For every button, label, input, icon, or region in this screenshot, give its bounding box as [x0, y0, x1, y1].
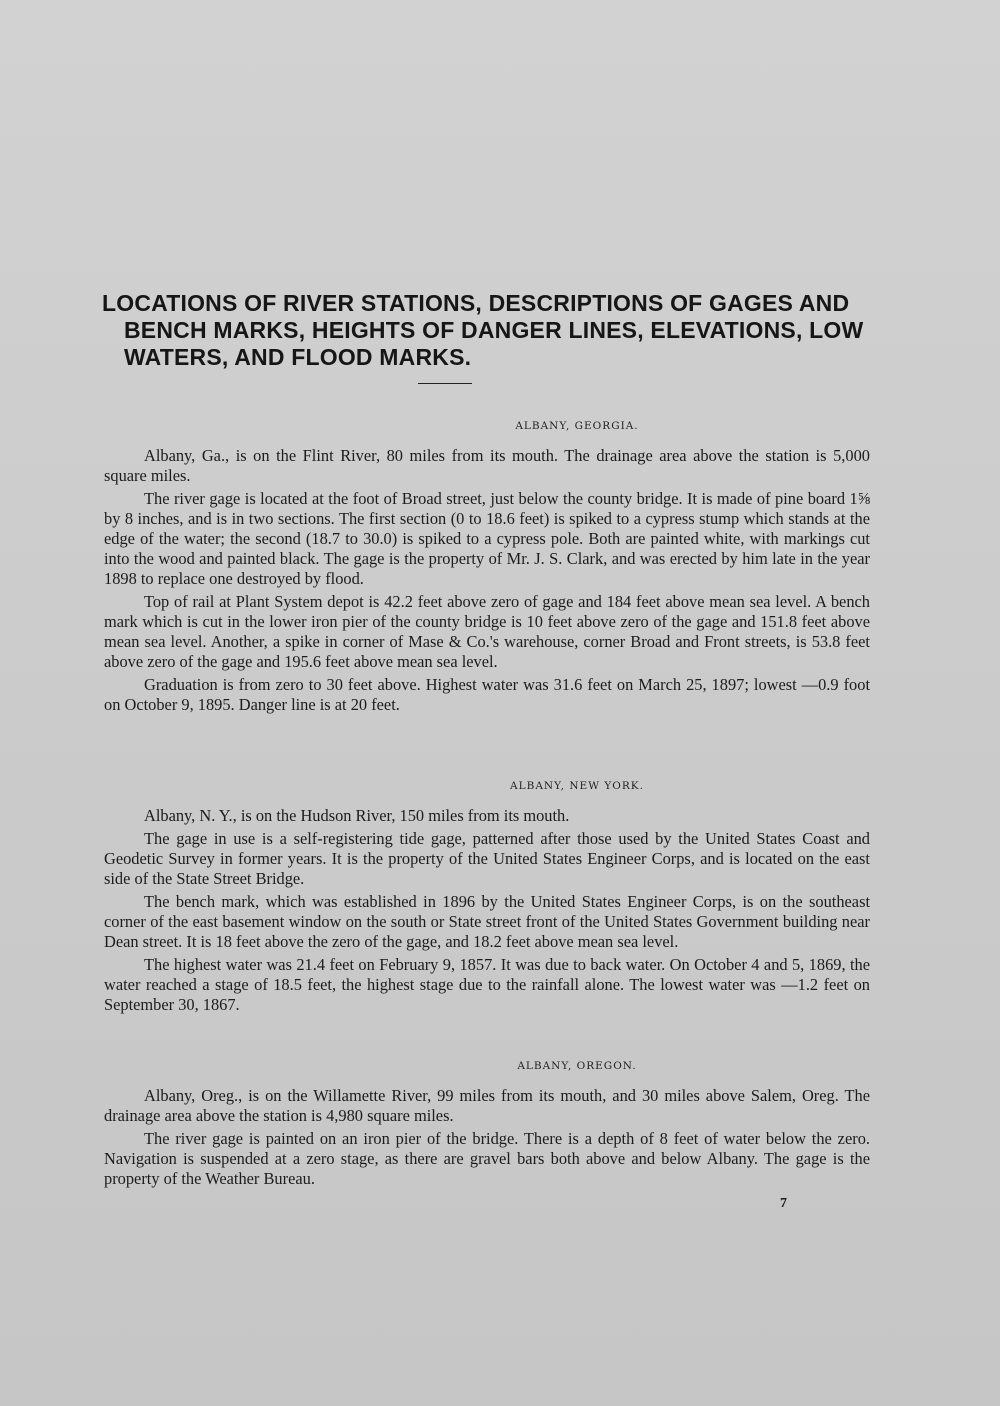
- page-title: LOCATIONS OF RIVER STATIONS, DESCRIPTIONS OF GAGES AND BENCH MARKS, HEIGHTS OF DANGER LINES, ELEVATIONS, LOW WATERS, AND FLOOD MARKS.: [102, 290, 864, 370]
- paragraph: The bench mark, which was established in 1896 by the United States Engineer Corps, is on the southeast corner of the east basement window on the south or State street front of the United States Government building near Dean street. It is 18 feet above the zero of the gage, and 18.2 feet above mean sea level.: [104, 892, 870, 951]
- title-divider: [418, 383, 472, 384]
- section-albany-new-york: [104, 780, 870, 1018]
- paragraph: Graduation is from zero to 30 feet above. Highest water was 31.6 feet on March 25, 1897; lowest —0.9 foot on October 9, 1895. Danger line is at 20 feet.: [104, 675, 870, 714]
- paragraph: Albany, N. Y., is on the Hudson River, 150 miles from its mouth.: [144, 806, 570, 825]
- page-number: 7: [780, 1196, 787, 1211]
- paragraph: The highest water was 21.4 feet on February 9, 1857. It was due to back water. On October 4 and 5, 1869, the water reached a stage of 18.5 feet, the highest stage due to the rainfall alone. The lowest water was —1.2 feet on September 30, 1867.: [104, 955, 870, 1014]
- paragraph: Albany, Oreg., is on the Willamette River, 99 miles from its mouth, and 30 miles above Salem, Oreg. The drainage area above the station is 4,980 square miles.: [104, 1086, 870, 1125]
- section-heading: ALBANY, GEORGIA.: [515, 420, 639, 432]
- section-heading: ALBANY, NEW YORK.: [510, 780, 644, 792]
- paragraph: The river gage is painted on an iron pier of the bridge. There is a depth of 8 feet of water below the zero. Navigation is suspended at a zero stage, as there are gravel bars both above and below Albany. The gage is the property of the Weather Bureau.: [104, 1129, 870, 1188]
- paragraph: The gage in use is a self-registering tide gage, patterned after those used by the United States Coast and Geodetic Survey in former years. It is the property of the United States Engineer Corps, and is located on the east side of the State Street Bridge.: [104, 829, 870, 888]
- section-albany-oregon: [104, 1060, 870, 1192]
- section-albany-georgia: [104, 420, 870, 718]
- paragraph: Albany, Ga., is on the Flint River, 80 miles from its mouth. The drainage area above the station is 5,000 square miles.: [104, 446, 870, 485]
- paragraph: Top of rail at Plant System depot is 42.2 feet above zero of gage and 184 feet above mean sea level. A bench mark which is cut in the lower iron pier of the county bridge is 10 feet above zero of the gage and 151.8 feet above mean sea level. Another, a spike in corner of Mase & Co.'s warehouse, corner Broad and Front streets, is 53.8 feet above zero of the gage and 195.6 feet above mean sea level.: [104, 592, 870, 671]
- paragraph: The river gage is located at the foot of Broad street, just below the county bridge. It is made of pine board 1⅝ by 8 inches, and is in two sections. The first section (0 to 18.6 feet) is spiked to a cypress stump which stands at the edge of the water; the second (18.7 to 30.0) is spiked to a cypress pole. Both are painted white, with markings cut into the wood and painted black. The gage is the property of Mr. J. S. Clark, and was erected by him late in the year 1898 to replace one destroyed by flood.: [104, 489, 870, 588]
- section-heading: ALBANY, OREGON.: [517, 1060, 637, 1072]
